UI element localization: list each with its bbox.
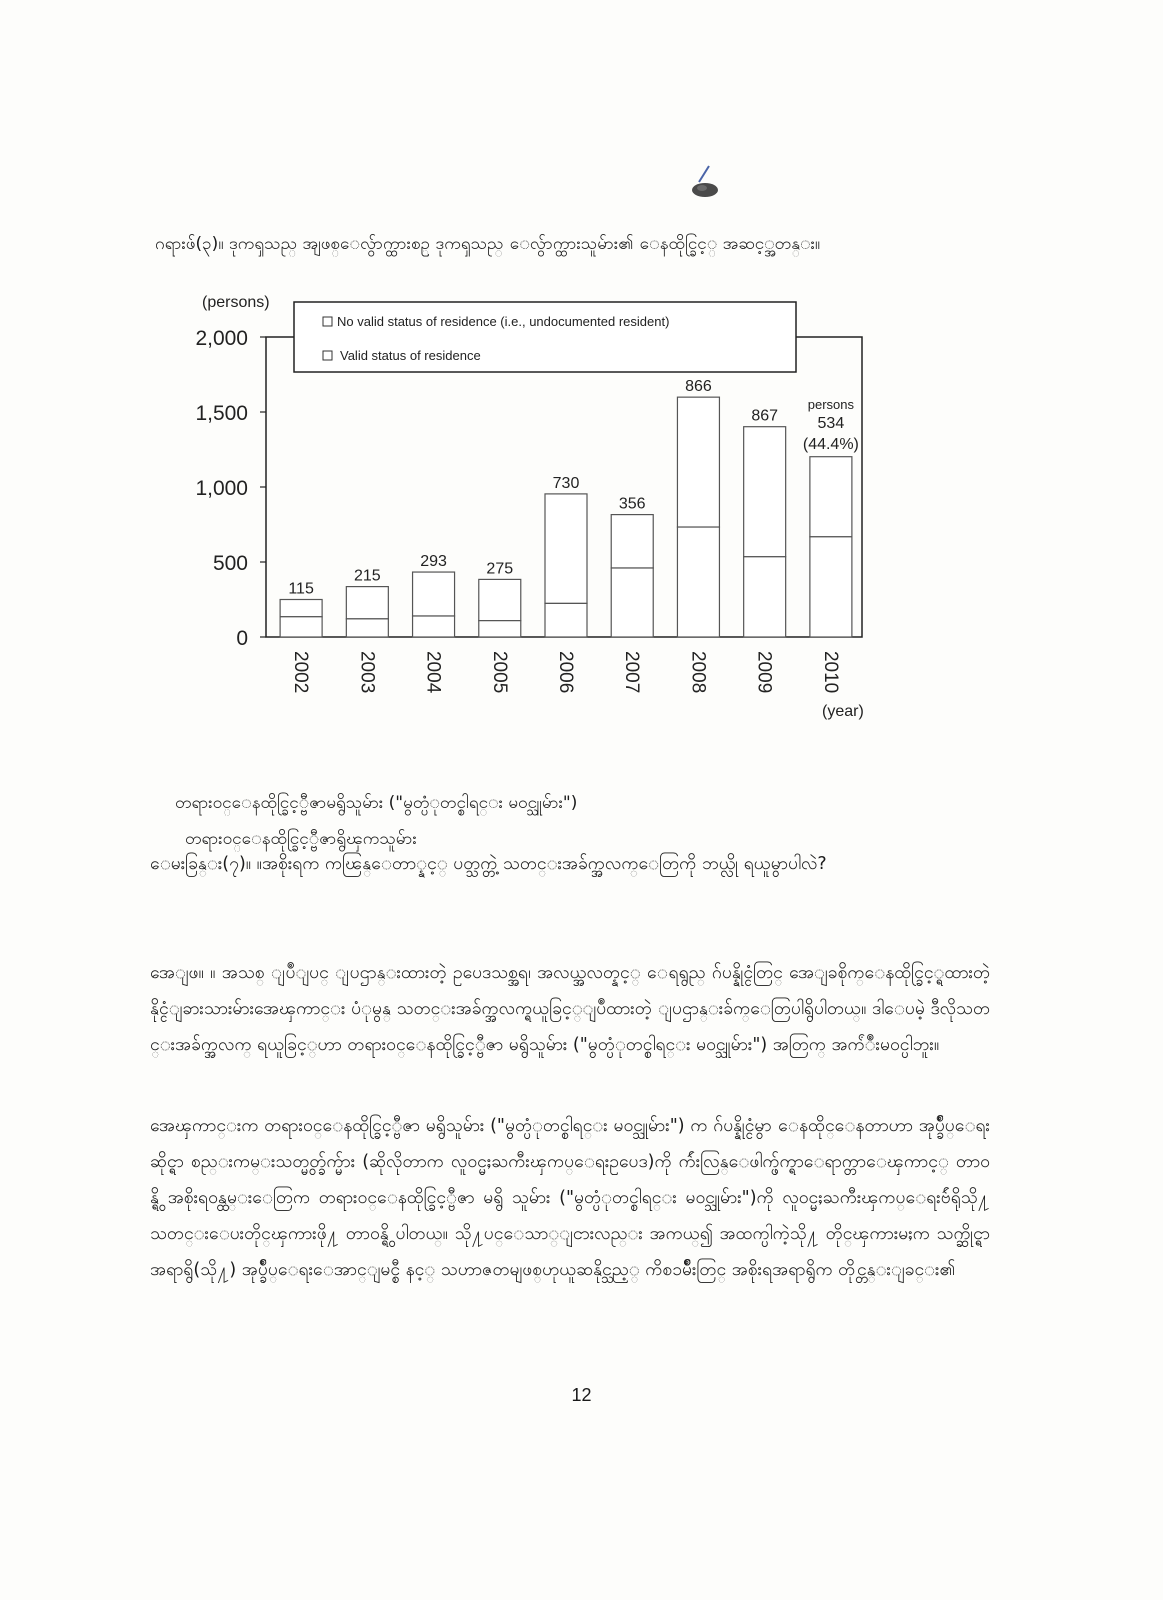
bar-undocumented [346, 587, 388, 619]
y-axis-label: (persons) [202, 294, 270, 311]
x-tick-label: 2006 [555, 651, 576, 694]
bar-valid [744, 557, 786, 637]
figure-caption: ဂရားဖ်(၃)။ ဒုကၡသည္ အျဖစ္ေလွ်ာက္ထားစဥ္ ဒုကၡသည္ ေလွ်ာက္ထားသူမ်ား၏ ေနထိုင္ခြင့္ အဆင့္အတန္း။ [155, 234, 821, 254]
legend-swatch-valid [323, 351, 332, 360]
x-tick-label: 2004 [422, 651, 444, 694]
x-tick-label: 2010 [819, 651, 841, 694]
annotation-percent: (44.4%) [802, 436, 859, 453]
data-label: 866 [685, 378, 712, 396]
x-axis-label: (year) [822, 703, 864, 720]
legend-label-valid: Valid status of residence [340, 348, 481, 363]
legend-swatch-undocumented [323, 317, 332, 326]
bar-undocumented [413, 572, 455, 616]
x-tick-label: 2005 [488, 651, 510, 694]
bar-valid [677, 527, 719, 637]
bar-undocumented [545, 494, 587, 604]
data-label: 534 [817, 415, 845, 432]
explanation-paragraph: အေၾကာင္းက တရားဝင္ေနထိုင္ခြင့္ဗီဇာ မရွိသူမ်ား ("မွတ္ပံုတင္စါရင္း မဝင္သူမ်ား") က ဂ်ပန္နိုင္ငံမွာ ေနထိုင္ေနတာဟာ အုပ္ခ်ဳပ္ေရးဆိုင္ရာ စည္းကမ္းသတ္မွတ္ခ်က္မ်ား (ဆိုလိုတာက လူဝင္မႈႀကီးၾကပ္ေရးဥပေဒ)ကို က်ဴးလြန္ေဖါက္ဖ်က္ရာေရာက္တာေၾကာင့္ တာဝန္ရွိ အစိုးရဝန္ထမ္းေတြက တရားဝင္ေနထိုင္ခြင့္ဗီဇာ မရွိ သူမ်ား ("မွတ္ပံုတင္စါရင္း မဝင္သူမ်ား")ကို လူဝင္မႈႀကီးၾကပ္ေရးဗ်ဴရိုသို႔ သတင္းေပးတိုင္ၾကားဖို႔ တာဝန္ရွိ ပါတယ္။ သို႔ပင္ေသာ္ျငားလည္း အကယ္၍ အထက္ပါကဲ့သို႔ တိုင္ၾကားမႈက သက္ဆိုင္ရာအရာရွိ(သို႔) အုပ္ခ်ဳပ္ေရးေအာင္ျမင္စီ နင့္ သဟာဇတမျဖစ္ဟုယူဆနိုင္သည့္ ကိစၥမ်ိဳးတြင္ အစိုးရအရာရွိက တိုင္တန္းျခင္း၏ [150, 1116, 990, 1280]
annotation-unit: persons [807, 397, 855, 412]
data-label: 867 [751, 407, 779, 425]
stacked-bar-chart [180, 290, 900, 750]
x-tick-label: 2008 [687, 651, 709, 694]
x-tick-label: 2007 [621, 651, 643, 694]
bar-valid [810, 537, 852, 637]
bar-valid [346, 619, 388, 637]
y-tick-label: 1,500 [195, 402, 248, 425]
bar-undocumented [280, 600, 322, 617]
bar-valid [280, 617, 322, 637]
legend-documented-text: တရားဝင္ေနထိုင္ခြင့္ဗီဇာရွိၾကသူမ်ား [185, 829, 417, 849]
data-label: 293 [420, 553, 447, 571]
bar-undocumented [677, 397, 719, 527]
x-tick-label: 2002 [290, 651, 312, 694]
legend-undocumented-text: တရားဝင္ေနထိုင္ခြင့္ဗီဇာမရွိသူမ်ား ("မွတ္ပံုတင္စါရင္း မဝင္သူမ်ား") [175, 793, 578, 813]
legend-label-undocumented: No valid status of residence (i.e., undocumented resident) [337, 314, 670, 329]
ink-blot-mark [685, 158, 735, 208]
y-tick-label: 0 [236, 627, 248, 650]
data-label: 356 [618, 495, 646, 513]
data-label: 730 [552, 474, 580, 492]
bar-valid [479, 621, 521, 637]
question-paragraph: ေမးခြန္း(၇)။ ။အစိုးရက ကၽြန္ေတာ္နင့္ ပတ္သက္တဲ့ သတင္းအခ်က္အလက္ေတြကို ဘယ္လို ရယူမွာပါလဲ? [150, 854, 827, 874]
bar-undocumented [744, 427, 786, 557]
bar-valid [413, 616, 455, 637]
data-label: 115 [288, 580, 314, 598]
data-label: 215 [353, 567, 381, 585]
y-tick-label: 2,000 [195, 327, 248, 350]
bar-valid [611, 568, 653, 637]
x-tick-label: 2009 [753, 651, 775, 694]
data-label: 275 [486, 560, 514, 578]
chart-svg [180, 290, 900, 750]
bar-undocumented [479, 579, 521, 620]
answer-paragraph: အေျဖ။ ။ အသစ္ ျပဳျပင္ ျပဌာန္းထားတဲ့ ဥပေဒသစ္အရ၊ အလယ္အလတ္နင့္ ေရရွည္ ဂ်ပန္နိုင္ငံတြင္ အေျခစိုက္ေနထိုင္ခြင့္ရထားတဲ့ နိုင္ငံျခားသားမ်ားအေၾကာင္း ပံုမွန္ သတင္းအခ်က္အလက္ရယူခြင့္ျပဳထားတဲ့ ျပဌာန္းခ်က္ေတြပါရွိပါတယ္။ ဒါေပမဲ့ ဒီလိုသတင္းအခ်က္အလက္ ရယူခြင့္ဟာ တရားဝင္ေနထိုင္ခြင့္ဗီဇာ မရွိသူမ်ား ("မွတ္ပံုတင္စါရင္း မဝင္သူမ်ား") အတြက္ အက်ံဳးမဝင္ပါဘူး။ [150, 963, 990, 1055]
y-tick-label: 500 [212, 552, 248, 575]
bar-undocumented [810, 457, 852, 537]
y-tick-label: 1,000 [195, 477, 248, 500]
bar-valid [545, 603, 587, 637]
bar-undocumented [611, 515, 653, 568]
page-number: 12 [571, 1385, 592, 1405]
x-tick-label: 2003 [356, 651, 378, 694]
